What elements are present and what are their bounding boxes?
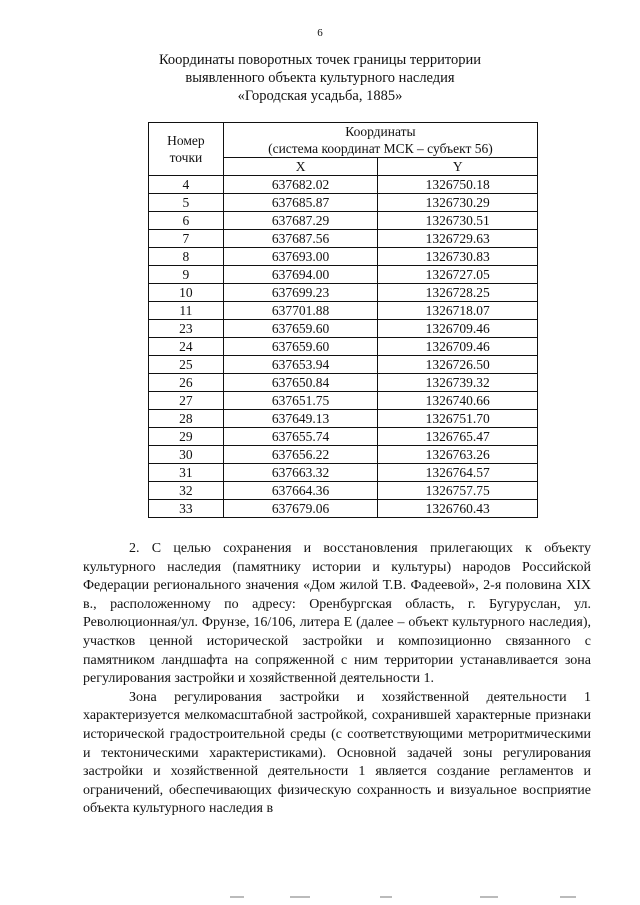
point-number-cell: 10 <box>149 284 224 302</box>
point-number-cell: 24 <box>149 338 224 356</box>
table-row <box>149 248 538 266</box>
point-number-cell: 29 <box>149 428 224 446</box>
point-number-cell: 23 <box>149 320 224 338</box>
coordinates-table-body <box>149 176 538 518</box>
point-number-cell: 28 <box>149 410 224 428</box>
y-coordinate-cell: 1326718.07 <box>378 302 538 320</box>
x-coordinate-cell: 637655.74 <box>223 428 378 446</box>
x-coordinate-cell: 637659.60 <box>223 320 378 338</box>
table-row <box>149 356 538 374</box>
y-coordinate-cell: 1326750.18 <box>378 176 538 194</box>
paragraph-zone-characteristics: Зона регулирования застройки и хозяйственной деятельности 1 характеризуется мелкомасштабной застройкой, сохранившей характерные признаки исторической градостроительной среды (с соответствующими метроритмическими и тектоническими характеристиками). Основной задачей зоны регулирования застройки и хозяйственной деятельности 1 является создание регламентов и ограничений, обеспечивающих физическую сохранность и визуальное восприятие объекта культурного наследия в <box>83 689 591 817</box>
paragraph-zone-establishment: 2. С целью сохранения и восстановления прилегающих к объекту культурного наследия (памятнику истории и культуры) народов Российской Федерации регионального значения «Дом жилой Т.В. Фадеевой», 2-я половина XIX в., расположенному по адресу: Оренбургская область, г. Бугуруслан, ул. Революционная/ул. Фрунзе, 16/106, литера Е (далее – объект культурного наследия), участков ценной исторической застройки и композиционно связанного с памятником ландшафта на сопряженной с ним территории устанавливается зона регулирования застройки и хозяйственной деятельности 1. <box>83 541 591 687</box>
point-number-header-line-2: точки <box>169 150 203 165</box>
x-coordinate-cell: 637687.29 <box>223 212 378 230</box>
table-row <box>149 446 538 464</box>
table-row <box>149 374 538 392</box>
coordinates-header <box>223 123 537 158</box>
x-coordinate-cell: 637649.13 <box>223 410 378 428</box>
y-coordinate-cell: 1326726.50 <box>378 356 538 374</box>
x-column-header: X <box>223 158 378 176</box>
x-coordinate-cell: 637693.00 <box>223 248 378 266</box>
coordinates-header-line-2: (система координат МСК – субъект 56) <box>268 141 493 156</box>
table-row <box>149 284 538 302</box>
point-number-cell: 30 <box>149 446 224 464</box>
point-number-cell: 26 <box>149 374 224 392</box>
title-line-1: Координаты поворотных точек границы территории <box>158 52 482 68</box>
y-coordinate-cell: 1326729.63 <box>378 230 538 248</box>
table-row <box>149 320 538 338</box>
page-number: 6 <box>317 27 323 39</box>
scan-artifact-marks <box>230 896 630 902</box>
table-row <box>149 338 538 356</box>
point-number-cell: 27 <box>149 392 224 410</box>
x-coordinate-cell: 637701.88 <box>223 302 378 320</box>
y-coordinate-cell: 1326763.26 <box>378 446 538 464</box>
table-row <box>149 482 538 500</box>
table-row <box>149 194 538 212</box>
x-coordinate-cell: 637679.06 <box>223 500 378 518</box>
point-number-cell: 31 <box>149 464 224 482</box>
y-coordinate-cell: 1326727.05 <box>378 266 538 284</box>
point-number-cell: 4 <box>149 176 224 194</box>
point-number-cell: 11 <box>149 302 224 320</box>
y-column-header: Y <box>378 158 538 176</box>
x-coordinate-cell: 637682.02 <box>223 176 378 194</box>
point-number-cell: 9 <box>149 266 224 284</box>
y-coordinate-cell: 1326728.25 <box>378 284 538 302</box>
y-coordinate-cell: 1326764.57 <box>378 464 538 482</box>
point-number-cell: 6 <box>149 212 224 230</box>
y-coordinate-cell: 1326709.46 <box>378 338 538 356</box>
y-coordinate-cell: 1326751.70 <box>378 410 538 428</box>
x-coordinate-cell: 637656.22 <box>223 446 378 464</box>
title-line-2: выявленного объекта культурного наследия <box>185 70 455 86</box>
y-coordinate-cell: 1326709.46 <box>378 320 538 338</box>
table-row <box>149 266 538 284</box>
table-row <box>149 410 538 428</box>
table-row <box>149 464 538 482</box>
title-line-3: «Городская усадьба, 1885» <box>237 88 403 104</box>
table-row <box>149 230 538 248</box>
y-coordinate-cell: 1326730.29 <box>378 194 538 212</box>
x-coordinate-cell: 637687.56 <box>223 230 378 248</box>
coordinates-table <box>148 122 538 518</box>
y-coordinate-cell: 1326760.43 <box>378 500 538 518</box>
table-row <box>149 176 538 194</box>
x-coordinate-cell: 637663.32 <box>223 464 378 482</box>
table-row <box>149 302 538 320</box>
document-title <box>110 51 530 105</box>
table-row <box>149 392 538 410</box>
point-number-cell: 32 <box>149 482 224 500</box>
point-number-cell: 7 <box>149 230 224 248</box>
x-coordinate-cell: 637664.36 <box>223 482 378 500</box>
x-coordinate-cell: 637659.60 <box>223 338 378 356</box>
y-coordinate-cell: 1326739.32 <box>378 374 538 392</box>
coordinates-header-line-1: Координаты <box>345 124 416 139</box>
x-coordinate-cell: 637685.87 <box>223 194 378 212</box>
table-row <box>149 212 538 230</box>
y-coordinate-cell: 1326757.75 <box>378 482 538 500</box>
x-coordinate-cell: 637650.84 <box>223 374 378 392</box>
point-number-cell: 5 <box>149 194 224 212</box>
point-number-cell: 33 <box>149 500 224 518</box>
x-coordinate-cell: 637651.75 <box>223 392 378 410</box>
table-row <box>149 428 538 446</box>
point-number-cell: 25 <box>149 356 224 374</box>
y-coordinate-cell: 1326740.66 <box>378 392 538 410</box>
y-coordinate-cell: 1326765.47 <box>378 428 538 446</box>
x-coordinate-cell: 637694.00 <box>223 266 378 284</box>
table-row <box>149 500 538 518</box>
x-coordinate-cell: 637699.23 <box>223 284 378 302</box>
y-coordinate-cell: 1326730.83 <box>378 248 538 266</box>
body-text <box>83 540 591 819</box>
point-number-header <box>149 123 224 176</box>
point-number-cell: 8 <box>149 248 224 266</box>
point-number-header-line-1: Номер <box>167 133 205 148</box>
x-coordinate-cell: 637653.94 <box>223 356 378 374</box>
y-coordinate-cell: 1326730.51 <box>378 212 538 230</box>
